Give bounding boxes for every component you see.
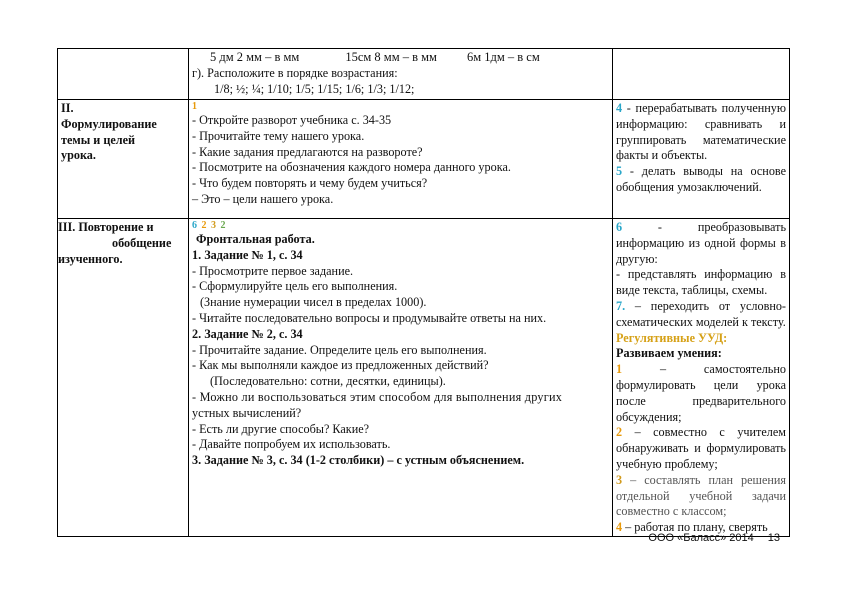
uud-cell [613, 219, 790, 537]
uud-number: 2 [616, 425, 623, 440]
uud-number: 6 [192, 220, 198, 231]
uud-cell [613, 100, 790, 219]
uud-number: 3 [211, 220, 217, 231]
list-item: - Откройте разворот учебника с. 34-35 [192, 113, 392, 127]
list-item: - Давайте попробуем их использовать. [192, 437, 391, 452]
uud-text: – переходить от условно-схематических моделей к тексту. [616, 298, 786, 329]
stage-title-line: Повторение и [75, 220, 154, 234]
stage-number: II. [61, 101, 74, 115]
uud-number: 7. [616, 298, 626, 313]
unit-task-2: 15см 8 мм – в мм [345, 50, 437, 64]
list-item: - Посмотрите на обозначения каждого номера данного урока. [192, 160, 511, 175]
list-item: - Можно ли воспользоваться этим способом для выполнения других [192, 389, 563, 404]
page-number: 13 [767, 532, 780, 544]
list-item: – Это – цели нашего урока. [192, 191, 334, 206]
list-item: - Сформулируйте цель его выполнения. [192, 279, 398, 294]
content-cell [189, 219, 613, 537]
unit-task-3: 6м 1дм – в см [466, 50, 540, 64]
list-item: - Как мы выполняли каждое из предложенных действий? [192, 358, 489, 373]
stage-title-line: обобщение [112, 235, 172, 250]
table-row [58, 49, 790, 100]
table-row [58, 219, 790, 537]
list-item: устных вычислений? [192, 405, 302, 420]
content-cell [189, 49, 613, 100]
uud-number: 5 [616, 164, 623, 179]
uud-text: - перерабатывать полученную информацию: сравнивать и группировать математические факты и объекты. [616, 101, 786, 163]
list-item: - Читайте последовательно вопросы и продумывайте ответы на них. [192, 310, 547, 325]
list-item: - Прочитайте задание. Определите цель его выполнения. [192, 342, 487, 357]
uud-number: 1 [616, 362, 623, 377]
list-item: (Знание нумерации чисел в пределах 1000). [200, 295, 427, 310]
uud-number: 6 [616, 220, 623, 234]
stage-title-line: темы и целей [61, 132, 136, 147]
list-item: (Последовательно: сотни, десятки, единицы). [210, 374, 446, 389]
unit-task-1: 5 дм 2 мм – в мм [210, 50, 300, 64]
uud-number: 3 [616, 472, 623, 487]
stage-title-line: изученного. [58, 251, 123, 266]
uud-number: 2 [220, 220, 227, 231]
section-heading: Фронтальная работа. [196, 232, 315, 246]
table-row [58, 100, 790, 219]
content-cell [189, 100, 613, 219]
uud-text: - преобразовывать информацию из одной формы в другую: [616, 220, 786, 266]
fractions-list: 1/8; ½; ¼; 1/10; 1/5; 1/15; 1/6; 1/3; 1/12; [214, 81, 415, 96]
uud-text: – работая по плану, сверять [622, 520, 768, 535]
uud-text: - делать выводы на основе обобщения умозаключений. [616, 164, 786, 194]
uud-text: – самостоятельно формулировать цели урока после предварительного обсуждения; [616, 362, 786, 424]
task-heading: 1. Задание № 1, с. 34 [192, 247, 303, 262]
stage-cell [58, 219, 189, 537]
task-g: г). Расположите в порядке возрастания: [192, 65, 398, 80]
stage-title-line: урока. [61, 148, 96, 163]
uud-text: - представлять информацию в виде текста, таблицы, схемы. [616, 267, 786, 298]
list-item: - Есть ли другие способы? Какие? [192, 421, 370, 436]
uud-cell [613, 49, 790, 100]
stage-number: III. [58, 220, 76, 234]
uud-number: 1 [192, 101, 198, 112]
uud-text: – составлять план решения отдельной учебной задачи совместно с классом; [616, 472, 786, 519]
uud-number: 4 [616, 101, 623, 115]
task-heading: 2. Задание № 2, с. 34 [192, 326, 303, 341]
stage-cell [58, 49, 189, 100]
list-item: - Прочитайте тему нашего урока. [192, 128, 365, 143]
footer-org: ООО «Баласс» 2014 [648, 532, 754, 544]
uud-number: 2 [201, 220, 208, 231]
list-item: - Какие задания предлагаются на развороте? [192, 144, 423, 159]
page-footer [648, 532, 780, 544]
uud-section-heading: Регулятивные УУД: [616, 330, 728, 345]
stage-cell [58, 100, 189, 219]
list-item: - Что будем повторять и чему будем учиться? [192, 176, 428, 191]
uud-text: – совместно с учителем обнаруживать и формулировать учебную проблему; [616, 425, 786, 471]
list-item: - Просмотрите первое задание. [192, 263, 354, 278]
uud-number: 4 [616, 520, 623, 535]
lesson-table [57, 48, 790, 537]
uud-subheading: Развиваем умения: [616, 346, 722, 361]
task-heading: 3. Задание № 3, с. 34 (1-2 столбики) – с устным объяснением. [192, 453, 525, 468]
stage-title-line: Формулирование [61, 116, 157, 131]
